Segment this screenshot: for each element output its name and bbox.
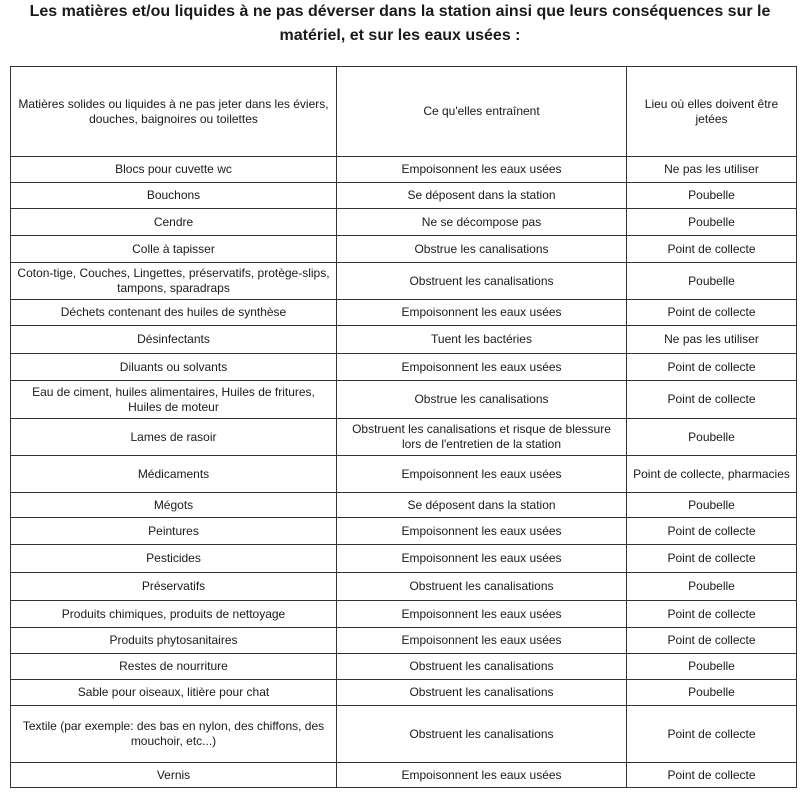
table-row [11,706,797,763]
cell-consequence: Empoisonnent les eaux usées [337,545,627,573]
table-row [11,381,797,419]
header-disposal-place: Lieu où elles doivent être jetées [627,67,797,157]
table-row [11,518,797,545]
table-row [11,763,797,788]
cell-disposal: Point de collecte [627,518,797,545]
cell-disposal: Ne pas les utiliser [627,326,797,354]
table-row [11,601,797,628]
cell-consequence: Obstruent les canalisations [337,680,627,706]
cell-disposal: Poubelle [627,209,797,236]
cell-consequence: Obstrue les canalisations [337,236,627,263]
cell-material: Textile (par exemple: des bas en nylon, des chiffons, des mouchoir, etc...) [11,706,337,763]
cell-consequence: Se déposent dans la station [337,493,627,518]
cell-consequence: Tuent les bactéries [337,326,627,354]
cell-consequence: Obstruent les canalisations [337,654,627,680]
cell-consequence: Se déposent dans la station [337,183,627,209]
header-consequences: Ce qu'elles entraînent [337,67,627,157]
cell-consequence: Obstruent les canalisations et risque de blessure lors de l'entretien de la station [337,419,627,456]
cell-consequence: Empoisonnent les eaux usées [337,763,627,788]
cell-disposal: Poubelle [627,419,797,456]
cell-material: Vernis [11,763,337,788]
table-row [11,628,797,654]
table-body [11,157,797,788]
cell-consequence: Empoisonnent les eaux usées [337,456,627,493]
cell-material: Blocs pour cuvette wc [11,157,337,183]
cell-disposal: Point de collecte [627,545,797,573]
table-row [11,354,797,381]
table-row [11,326,797,354]
cell-material: Désinfectants [11,326,337,354]
table-row [11,263,797,300]
table-row [11,236,797,263]
cell-material: Déchets contenant des huiles de synthèse [11,300,337,326]
cell-material: Bouchons [11,183,337,209]
table-row [11,209,797,236]
cell-material: Médicaments [11,456,337,493]
cell-consequence: Obstrue les canalisations [337,381,627,419]
cell-disposal: Poubelle [627,183,797,209]
cell-consequence: Empoisonnent les eaux usées [337,518,627,545]
table-row [11,573,797,601]
cell-disposal: Point de collecte [627,706,797,763]
cell-material: Pesticides [11,545,337,573]
cell-material: Peintures [11,518,337,545]
cell-consequence: Empoisonnent les eaux usées [337,628,627,654]
waste-table [10,66,797,788]
cell-disposal: Point de collecte [627,763,797,788]
cell-consequence: Obstruent les canalisations [337,573,627,601]
cell-disposal: Point de collecte [627,601,797,628]
page-title: Les matières et/ou liquides à ne pas déverser dans la station ainsi que leurs conséquences sur le matériel, et sur les eaux usées : [29,3,771,44]
cell-material: Lames de rasoir [11,419,337,456]
cell-disposal: Point de collecte [627,628,797,654]
cell-disposal: Poubelle [627,654,797,680]
cell-disposal: Poubelle [627,263,797,300]
table-row [11,456,797,493]
table-row [11,157,797,183]
cell-disposal: Point de collecte [627,236,797,263]
table-row [11,493,797,518]
cell-material: Cendre [11,209,337,236]
cell-material: Coton-tige, Couches, Lingettes, préservatifs, protège-slips, tampons, sparadraps [11,263,337,300]
table-row [11,183,797,209]
cell-material: Eau de ciment, huiles alimentaires, Huiles de fritures, Huiles de moteur [11,381,337,419]
cell-disposal: Point de collecte, pharmacies [627,456,797,493]
table-row [11,419,797,456]
cell-material: Préservatifs [11,573,337,601]
cell-material: Mégots [11,493,337,518]
header-materials: Matières solides ou liquides à ne pas jeter dans les éviers, douches, baignoires ou toilettes [11,67,337,157]
table-row [11,680,797,706]
cell-consequence: Empoisonnent les eaux usées [337,354,627,381]
cell-material: Colle à tapisser [11,236,337,263]
table-row [11,654,797,680]
cell-consequence: Obstruent les canalisations [337,263,627,300]
cell-disposal: Poubelle [627,680,797,706]
table-row [11,300,797,326]
cell-consequence: Obstruent les canalisations [337,706,627,763]
cell-material: Restes de nourriture [11,654,337,680]
cell-material: Sable pour oiseaux, litière pour chat [11,680,337,706]
cell-consequence: Ne se décompose pas [337,209,627,236]
cell-material: Produits chimiques, produits de nettoyage [11,601,337,628]
cell-material: Produits phytosanitaires [11,628,337,654]
cell-disposal: Point de collecte [627,300,797,326]
cell-disposal: Point de collecte [627,354,797,381]
cell-disposal: Poubelle [627,493,797,518]
cell-disposal: Poubelle [627,573,797,601]
cell-material: Diluants ou solvants [11,354,337,381]
cell-disposal: Ne pas les utiliser [627,157,797,183]
cell-consequence: Empoisonnent les eaux usées [337,157,627,183]
cell-consequence: Empoisonnent les eaux usées [337,601,627,628]
cell-disposal: Point de collecte [627,381,797,419]
table-row [11,545,797,573]
table-header-row [11,67,797,157]
cell-consequence: Empoisonnent les eaux usées [337,300,627,326]
